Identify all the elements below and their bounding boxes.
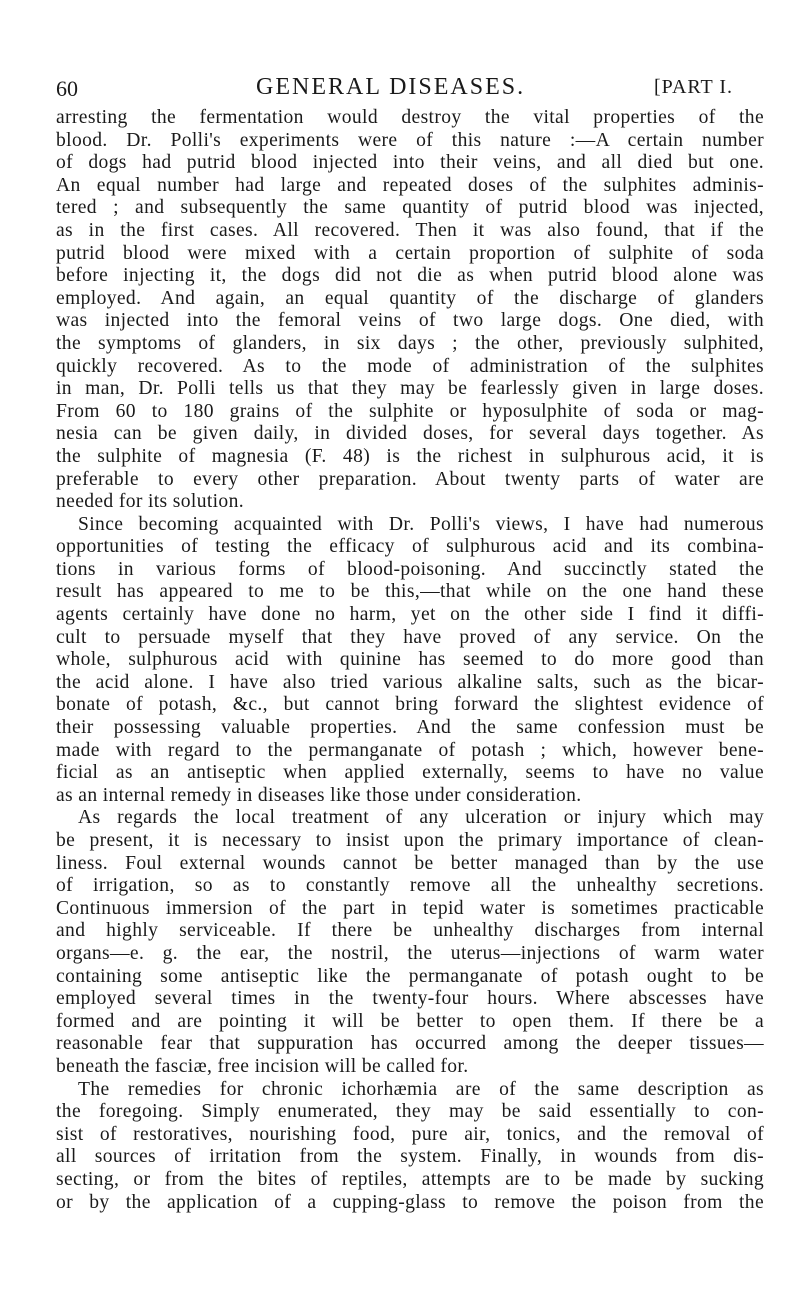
text-line: as in the first cases. All recovered. Then it was also found, that if the bbox=[56, 219, 764, 241]
text-line: An equal number had large and repeated doses of the sulphites adminis- bbox=[56, 174, 764, 196]
text-line: beneath the fasciæ, free incision will be called for. bbox=[56, 1055, 469, 1077]
text-line: cult to persuade myself that they have proved of any service. On the bbox=[56, 626, 764, 648]
text-line: sist of restoratives, nourishing food, pure air, tonics, and the removal of bbox=[56, 1123, 764, 1145]
text-line: was injected into the femoral veins of two large dogs. One died, with bbox=[56, 310, 764, 332]
text-line: in man, Dr. Polli tells us that they may be fearlessly given in large doses. bbox=[56, 378, 764, 400]
text-line: reasonable fear that suppuration has occurred among the deeper tissues— bbox=[56, 1033, 764, 1055]
text-line: tered ; and subsequently the same quantity of putrid blood was injected, bbox=[56, 197, 764, 219]
text-line: result has appeared to me to be this,—that while on the one hand these bbox=[56, 581, 764, 603]
text-line: The remedies for chronic ichorhæmia are of the same description as bbox=[78, 1078, 764, 1100]
text-line: quickly recovered. As to the mode of administration of the sulphites bbox=[56, 355, 764, 377]
text-line: or by the application of a cupping-glass to remove the poison from the bbox=[56, 1191, 764, 1213]
part-label: [PART I. bbox=[654, 76, 734, 98]
text-line: organs—e. g. the ear, the nostril, the uterus—injections of warm water bbox=[56, 942, 764, 964]
text-line: the foregoing. Simply enumerated, they may be said essentially to con- bbox=[56, 1101, 764, 1123]
text-line: liness. Foul external wounds cannot be better managed than by the use bbox=[56, 852, 764, 874]
text-line: as an internal remedy in diseases like those under consideration. bbox=[56, 784, 582, 806]
text-line: Continuous immersion of the part in tepid water is sometimes practicable bbox=[56, 897, 764, 919]
text-line: be present, it is necessary to insist upon the primary importance of clean- bbox=[56, 830, 764, 851]
text-line: From 60 to 180 grains of the sulphite or hyposulphite of soda or mag- bbox=[56, 400, 764, 422]
text-line: their possessing valuable properties. And the same confession must be bbox=[56, 717, 764, 739]
text-line: of dogs had putrid blood injected into their veins, and all died but one. bbox=[56, 152, 764, 174]
text-line: As regards the local treatment of any ulceration or injury which may bbox=[78, 807, 764, 829]
text-line: before injecting it, the dogs did not die as when putrid blood alone was bbox=[56, 265, 764, 287]
text-line: blood. Dr. Polli's experiments were of this nature :—A certain number bbox=[56, 129, 764, 151]
text-line: tions in various forms of blood-poisoning. And succinctly stated the bbox=[56, 558, 764, 580]
text-line: needed for its solution. bbox=[56, 491, 244, 513]
text-line: all sources of irritation from the system. Finally, in wounds from dis- bbox=[56, 1146, 764, 1168]
paragraph bbox=[56, 514, 764, 808]
text-line: employed several times in the twenty-four hours. Where abscesses have bbox=[56, 988, 764, 1010]
text-line: Since becoming acquainted with Dr. Polli's views, I have had numerous bbox=[78, 513, 764, 535]
text-line: formed and are pointing it will be better to open them. If there be a bbox=[56, 1010, 764, 1032]
page-number: 60 bbox=[56, 76, 78, 101]
text-line: agents certainly have done no harm, yet on the other side I find it diffi- bbox=[56, 604, 764, 626]
text-line: the symptoms of glanders, in six days ; the other, previously sulphited, bbox=[56, 332, 764, 354]
text-line: containing some antiseptic like the permanganate of potash ought to be bbox=[56, 965, 764, 987]
paragraph bbox=[56, 1079, 764, 1215]
text-line: made with regard to the permanganate of potash ; which, however bene- bbox=[56, 739, 764, 761]
running-title: GENERAL DISEASES. bbox=[256, 74, 526, 100]
text-line: opportunities of testing the efficacy of sulphurous acid and its combina- bbox=[56, 536, 764, 558]
text-line: and highly serviceable. If there be unhealthy discharges from internal bbox=[56, 920, 764, 942]
body-text bbox=[56, 107, 764, 1214]
text-line: the sulphite of magnesia (F. 48) is the richest in sulphurous acid, it is bbox=[56, 445, 764, 467]
text-line: nesia can be given daily, in divided doses, for several days together. As bbox=[56, 423, 764, 445]
paragraph bbox=[56, 807, 764, 1078]
text-line: employed. And again, an equal quantity of the discharge of glanders bbox=[56, 287, 764, 309]
text-line: bonate of potash, &c., but cannot bring forward the slightest evidence of bbox=[56, 694, 764, 716]
text-line: whole, sulphurous acid with quinine has seemed to do more good than bbox=[56, 649, 764, 671]
running-head bbox=[56, 62, 764, 100]
text-line: the acid alone. I have also tried various alkaline salts, such as the bicar- bbox=[56, 671, 764, 693]
text-line: of irrigation, so as to constantly remove all the unhealthy secretions. bbox=[56, 875, 764, 897]
text-line: ficial as an antiseptic when applied externally, seems to have no value bbox=[56, 762, 764, 784]
text-line: putrid blood were mixed with a certain proportion of sulphite of soda bbox=[56, 242, 764, 264]
book-page bbox=[56, 62, 764, 1214]
text-line: arresting the fermentation would destroy the vital properties of the bbox=[56, 107, 764, 128]
text-line: secting, or from the bites of reptiles, attempts are to be made by sucking bbox=[56, 1168, 764, 1190]
paragraph bbox=[56, 107, 764, 514]
text-line: preferable to every other preparation. About twenty parts of water are bbox=[56, 468, 764, 490]
